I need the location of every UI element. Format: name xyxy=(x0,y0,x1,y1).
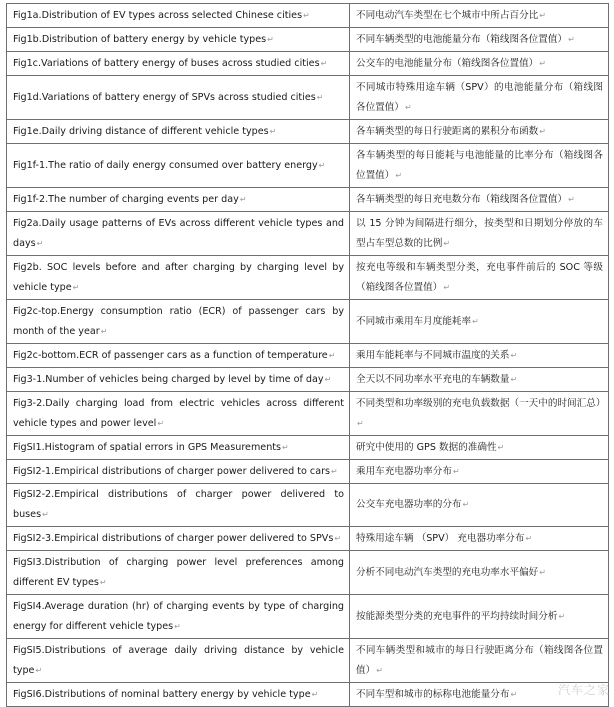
table-row xyxy=(7,28,609,52)
chinese-caption-text: 各车辆类型的每日能耗与电池能量的比率分布（箱线图各位置值） xyxy=(356,149,603,181)
return-mark-icon: ↵ xyxy=(239,194,247,204)
return-mark-icon: ↵ xyxy=(404,102,412,112)
return-mark-icon: ↵ xyxy=(525,533,533,543)
english-caption-cell xyxy=(7,188,350,212)
chinese-caption-text: 研究中使用的 GPS 数据的准确性 xyxy=(356,441,497,453)
english-caption-text: Fig1f-2.The number of charging events per day xyxy=(13,193,239,205)
table-row xyxy=(7,368,609,392)
english-caption-cell xyxy=(7,436,350,460)
chinese-caption-text: 不同城市特殊用途车辆（SPV）的电池能量分布（箱线图各位置值） xyxy=(356,81,603,113)
figure-caption-table-body xyxy=(7,4,609,707)
return-mark-icon: ↵ xyxy=(72,282,80,292)
chinese-caption-cell xyxy=(350,595,609,639)
figure-caption-table xyxy=(6,3,609,707)
chinese-caption-cell xyxy=(350,527,609,551)
table-row xyxy=(7,527,609,551)
english-caption-text: Fig1e.Daily driving distance of different vehicle types xyxy=(13,125,269,137)
table-row xyxy=(7,188,609,212)
document xyxy=(6,3,606,707)
english-caption-cell xyxy=(7,368,350,392)
english-caption-text: Fig1c.Variations of battery energy of buses across studied cities xyxy=(13,57,320,69)
chinese-caption-cell xyxy=(350,4,609,28)
chinese-caption-text: 以 15 分钟为间隔进行细分，按类型和日期划分停放的车型占车型总数的比例 xyxy=(356,217,603,249)
english-caption-text: Fig1a.Distribution of EV types across selected Chinese cities xyxy=(13,9,303,21)
return-mark-icon: ↵ xyxy=(539,10,546,20)
chinese-caption-text: 不同车型和城市的标称电池能量分布 xyxy=(356,688,510,700)
english-caption-cell xyxy=(7,120,350,144)
english-caption-cell xyxy=(7,551,350,595)
table-row xyxy=(7,436,609,460)
return-mark-icon: ↵ xyxy=(357,418,364,428)
chinese-caption-cell xyxy=(350,188,609,212)
chinese-caption-text: 按充电等级和车辆类型分类，充电事件前后的 SOC 等级（箱线图各位置值） xyxy=(356,261,603,293)
table-row xyxy=(7,4,609,28)
table-row xyxy=(7,595,609,639)
return-mark-icon: ↵ xyxy=(42,510,49,519)
chinese-caption-text: 分析不同电动汽车类型的充电功率水平偏好 xyxy=(356,566,539,578)
return-mark-icon: ↵ xyxy=(510,350,518,360)
english-caption-cell xyxy=(7,484,350,527)
table-row xyxy=(7,300,609,344)
english-caption-text: Fig3-2.Daily charging load from electric vehicles across different vehicle types and power level xyxy=(13,397,344,429)
table-row xyxy=(7,484,609,527)
return-mark-icon: ↵ xyxy=(443,282,451,292)
english-caption-text: FigSI2-2.Empirical distributions of charger power delivered to buses xyxy=(13,489,344,520)
watermark: 汽车之家 xyxy=(557,683,610,697)
chinese-caption-cell xyxy=(350,212,609,256)
return-mark-icon: ↵ xyxy=(311,689,319,699)
return-mark-icon: ↵ xyxy=(462,500,470,509)
return-mark-icon: ↵ xyxy=(539,58,546,68)
chinese-caption-cell xyxy=(350,368,609,392)
chinese-caption-text: 不同电动汽车类型在七个城市中所占百分比 xyxy=(356,9,539,21)
return-mark-icon: ↵ xyxy=(376,665,383,675)
chinese-caption-cell xyxy=(350,551,609,595)
english-caption-text: Fig3-1.Number of vehicles being charged by level by time of day xyxy=(13,373,324,385)
return-mark-icon: ↵ xyxy=(539,126,546,136)
english-caption-cell xyxy=(7,392,350,436)
return-mark-icon: ↵ xyxy=(320,58,328,68)
chinese-caption-cell xyxy=(350,460,609,484)
table-row xyxy=(7,120,609,144)
english-caption-cell xyxy=(7,256,350,300)
chinese-caption-text: 不同城市乘用车月度能耗率 xyxy=(356,315,472,327)
english-caption-cell xyxy=(7,639,350,683)
table-row xyxy=(7,460,609,484)
return-mark-icon: ↵ xyxy=(331,466,338,476)
english-caption-text: FigSI2-1.Empirical distributions of charger power delivered to cars xyxy=(13,465,331,477)
english-caption-text: Fig2b. SOC levels before and after charging by charging level by vehicle type xyxy=(13,261,344,293)
table-row xyxy=(7,212,609,256)
english-caption-cell xyxy=(7,76,350,120)
return-mark-icon: ↵ xyxy=(324,374,332,384)
return-mark-icon: ↵ xyxy=(568,34,575,44)
return-mark-icon: ↵ xyxy=(568,194,575,204)
chinese-caption-text: 乘用车充电器功率分布 xyxy=(356,465,452,477)
english-caption-cell xyxy=(7,144,350,188)
chinese-caption-text: 不同车辆类型和城市的每日行驶距离分布（箱线图各位置值） xyxy=(356,644,603,676)
return-mark-icon: ↵ xyxy=(99,577,107,587)
return-mark-icon: ↵ xyxy=(35,665,43,675)
english-caption-text: Fig1d.Variations of battery energy of SPVs across studied cities xyxy=(13,91,316,103)
english-caption-text: Fig1b.Distribution of battery energy by vehicle types xyxy=(13,33,267,45)
return-mark-icon: ↵ xyxy=(36,238,44,248)
english-caption-cell xyxy=(7,28,350,52)
chinese-caption-cell xyxy=(350,484,609,527)
english-caption-text: FigSI1.Histogram of spatial errors in GPS Measurements xyxy=(13,441,282,453)
english-caption-cell xyxy=(7,4,350,28)
chinese-caption-text: 全天以不同功率水平充电的车辆数量 xyxy=(356,373,510,385)
table-row xyxy=(7,392,609,436)
chinese-caption-cell xyxy=(350,76,609,120)
return-mark-icon: ↵ xyxy=(395,170,403,180)
english-caption-cell xyxy=(7,527,350,551)
return-mark-icon: ↵ xyxy=(282,442,289,452)
chinese-caption-cell xyxy=(350,436,609,460)
english-caption-text: FigSI2-3.Empirical distributions of charger power delivered to SPVs xyxy=(13,532,334,544)
english-caption-cell xyxy=(7,683,350,707)
english-caption-cell xyxy=(7,212,350,256)
return-mark-icon: ↵ xyxy=(510,374,518,384)
return-mark-icon: ↵ xyxy=(539,567,546,577)
english-caption-text: Fig1f-1.The ratio of daily energy consumed over battery energy xyxy=(13,159,318,171)
return-mark-icon: ↵ xyxy=(318,160,326,170)
english-caption-text: Fig2a.Daily usage patterns of EVs across different vehicle types and days xyxy=(13,217,344,249)
chinese-caption-text: 特殊用途车辆 （SPV） 充电器功率分布 xyxy=(356,532,525,544)
return-mark-icon: ↵ xyxy=(558,611,566,621)
return-mark-icon: ↵ xyxy=(269,126,277,136)
chinese-caption-text: 公交车充电器功率的分布 xyxy=(356,499,462,510)
return-mark-icon: ↵ xyxy=(267,34,274,44)
chinese-caption-cell xyxy=(350,344,609,368)
chinese-caption-cell xyxy=(350,52,609,76)
table-row xyxy=(7,639,609,683)
chinese-caption-cell xyxy=(350,639,609,683)
chinese-caption-cell xyxy=(350,300,609,344)
chinese-caption-text: 各车辆类型的每日行驶距离的累积分布函数 xyxy=(356,125,539,137)
table-row xyxy=(7,76,609,120)
return-mark-icon: ↵ xyxy=(452,466,460,476)
chinese-caption-text: 不同车辆类型的电池能量分布（箱线图各位置值） xyxy=(356,33,568,45)
chinese-caption-text: 各车辆类型的每日充电数分布（箱线图各位置值） xyxy=(356,193,568,205)
english-caption-text: FigSI4.Average duration (hr) of charging events by type of charging energy for different vehicle types xyxy=(13,600,344,632)
chinese-caption-text: 不同类型和功率级别的充电负载数据（一天中的时间汇总） xyxy=(356,397,606,409)
english-caption-cell xyxy=(7,300,350,344)
table-row xyxy=(7,551,609,595)
return-mark-icon: ↵ xyxy=(443,238,451,248)
english-caption-text: FigSI5.Distributions of average daily driving distance by vehicle type xyxy=(13,644,344,676)
table-row xyxy=(7,256,609,300)
table-row xyxy=(7,144,609,188)
chinese-caption-text: 公交车的电池能量分布（箱线图各位置值） xyxy=(356,57,539,69)
chinese-caption-text: 乘用车能耗率与不同城市温度的关系 xyxy=(356,349,510,361)
return-mark-icon: ↵ xyxy=(157,418,165,428)
return-mark-icon: ↵ xyxy=(334,533,342,543)
english-caption-text: Fig2c-bottom.ECR of passenger cars as a function of temperature xyxy=(13,349,328,361)
return-mark-icon: ↵ xyxy=(316,92,324,102)
chinese-caption-cell xyxy=(350,256,609,300)
english-caption-text: FigSI3.Distribution of charging power level preferences among different EV types xyxy=(13,556,344,588)
return-mark-icon: ↵ xyxy=(472,316,479,326)
english-caption-text: Fig2c-top.Energy consumption ratio (ECR) of passenger cars by month of the year xyxy=(13,305,344,337)
chinese-caption-cell xyxy=(350,392,609,436)
english-caption-cell xyxy=(7,460,350,484)
chinese-caption-cell xyxy=(350,28,609,52)
english-caption-cell xyxy=(7,52,350,76)
table-row xyxy=(7,683,609,707)
english-caption-cell xyxy=(7,344,350,368)
return-mark-icon: ↵ xyxy=(497,442,505,452)
chinese-caption-cell xyxy=(350,144,609,188)
return-mark-icon: ↵ xyxy=(174,621,181,631)
english-caption-text: FigSI6.Distributions of nominal battery energy by vehicle type xyxy=(13,688,311,700)
english-caption-cell xyxy=(7,595,350,639)
return-mark-icon: ↵ xyxy=(328,350,336,360)
table-row xyxy=(7,344,609,368)
chinese-caption-text: 按能源类型分类的充电事件的平均持续时间分析 xyxy=(356,610,558,622)
chinese-caption-cell xyxy=(350,120,609,144)
return-mark-icon: ↵ xyxy=(303,10,310,20)
return-mark-icon: ↵ xyxy=(100,326,108,336)
return-mark-icon: ↵ xyxy=(510,689,518,699)
table-row xyxy=(7,52,609,76)
